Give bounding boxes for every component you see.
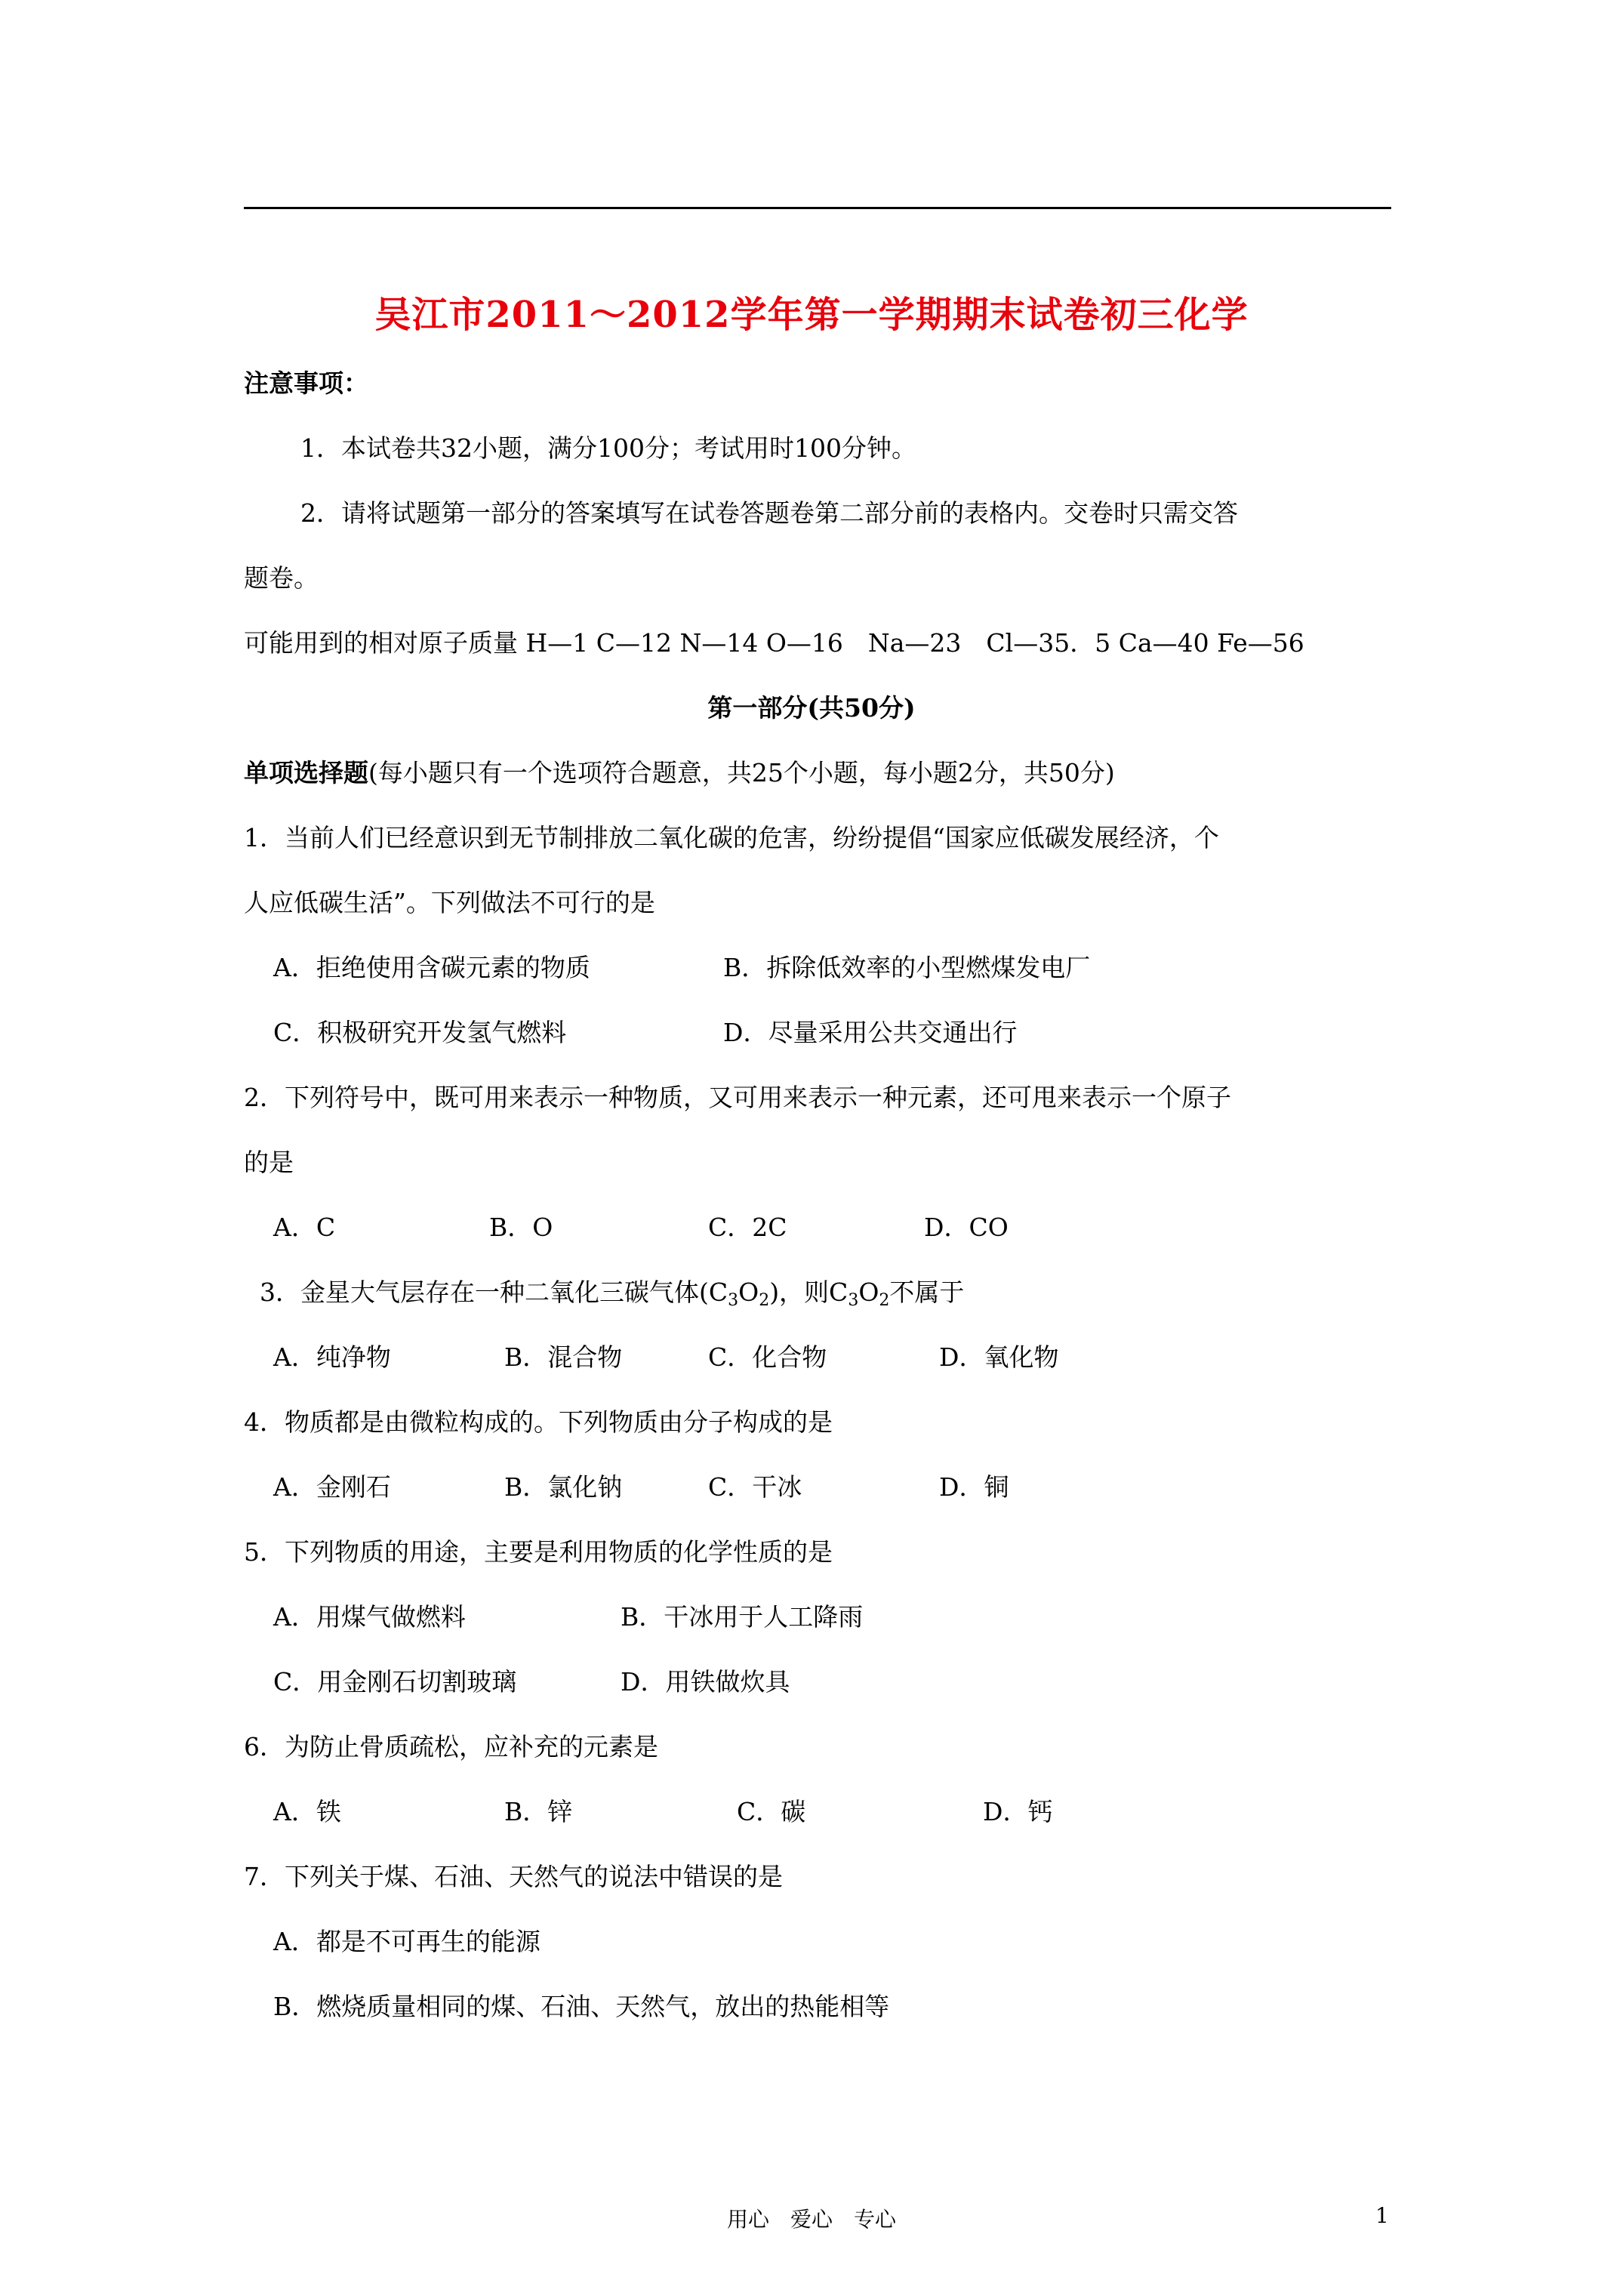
question-3-text-5: 不属于 [889,1277,965,1307]
header-rule [244,207,1391,209]
question-1-option-b: B．拆除低效率的小型燃煤发电厂 [723,953,1091,982]
notice-heading: 注意事项： [244,368,368,398]
question-5-option-b: B．干冰用于人工降雨 [621,1602,864,1632]
subscript: 3 [848,1291,859,1310]
question-4-line1: 4．物质都是由微粒构成的。下列物质由分子构成的是 [244,1407,833,1437]
question-4-option-a: A．金刚石 [273,1472,391,1502]
section-desc: (每小题只有一个选项符合题意，共25个小题，每小题2分，共50分) [368,758,1115,787]
question-5-option-c: C．用金刚石切割玻璃 [273,1667,517,1697]
question-6-option-d: D．钙 [983,1797,1053,1826]
subscript: 2 [759,1291,770,1310]
question-6-line1: 6．为防止骨质疏松，应补充的元素是 [244,1732,658,1761]
question-3-stem [260,1277,964,1308]
question-2-line1: 2．下列符号中，既可用来表示一种物质，又可用来表示一种元素，还可甩来表示一个原子 [244,1083,1231,1112]
question-3-text-1: 3．金星大气层存在一种二氧化三碳气体(C [260,1277,728,1307]
atomic-masses: 可能用到的相对原子质量 H—1 C—12 N—14 O—16 Na—23 Cl—35．5 Ca—40 Fe—56 [244,628,1304,658]
notice-item-1: 1．本试卷共32小题，满分100分；考试用时100分钟。 [300,433,916,463]
question-5-option-a: A．用煤气做燃料 [273,1602,466,1632]
notice-item-2-line1: 2．请将试题第一部分的答案填写在试卷答题卷第二部分前的表格内。交卷时只需交答 [300,498,1238,528]
question-3-text-4: O [858,1277,879,1307]
question-5-line1: 5．下列物质的用途，主要是利用物质的化学性质的是 [244,1537,833,1567]
question-1-line1: 1．当前人们已经意识到无节制排放二氧化碳的危害，纷纷提倡“国家应低碳发展经济，个 [244,823,1219,852]
question-2-option-a: A．C [273,1213,336,1242]
section-label: 单项选择题 [244,758,368,787]
page-number: 1 [1375,2203,1389,2228]
question-3-option-c: C．化合物 [708,1342,827,1372]
question-3-option-d: D．氧化物 [939,1342,1059,1372]
question-1-option-d: D．尽量采用公共交通出行 [723,1018,1018,1047]
question-7-option-b: B．燃烧质量相同的煤、石油、天然气，放出的热能相等 [273,1992,890,2021]
question-4-option-c: C．干冰 [708,1472,802,1502]
notice-item-2-line2: 题卷。 [244,563,319,593]
question-1-line2: 人应低碳生活”。下列做法不可行的是 [244,888,655,917]
question-2-line2: 的是 [244,1148,294,1177]
question-2-option-d: D．CO [924,1213,1009,1242]
question-2-option-c: C．2C [708,1213,787,1242]
subscript: 2 [879,1291,890,1310]
question-4-option-d: D．铜 [939,1472,1009,1502]
subscript: 3 [728,1291,739,1310]
question-3-text-2: O [738,1277,759,1307]
question-6-option-a: A．铁 [273,1797,341,1826]
question-3-option-b: B．混合物 [504,1342,623,1372]
question-5-option-d: D．用铁做炊具 [621,1667,790,1697]
question-6-option-c: C．碳 [737,1797,806,1826]
question-3-text-3: )，则C [769,1277,848,1307]
question-6-option-b: B．锌 [504,1797,573,1826]
section-heading [244,758,1115,788]
question-2-option-b: B．O [489,1213,553,1242]
question-3-option-a: A．纯净物 [273,1342,391,1372]
question-4-option-b: B．氯化钠 [504,1472,623,1502]
question-1-option-a: A．拒绝使用含碳元素的物质 [273,953,590,982]
question-7-option-a: A．都是不可再生的能源 [273,1927,540,1956]
question-7-line1: 7．下列关于煤、石油、天然气的说法中错误的是 [244,1862,783,1891]
footer-motto: 用心 爱心 专心 [726,2207,896,2232]
exam-title: 吴江市2011～2012学年第一学期期末试卷初三化学 [374,294,1249,336]
part1-heading: 第一部分(共50分) [707,693,916,723]
question-1-option-c: C．积极研究开发氢气燃料 [273,1018,567,1047]
